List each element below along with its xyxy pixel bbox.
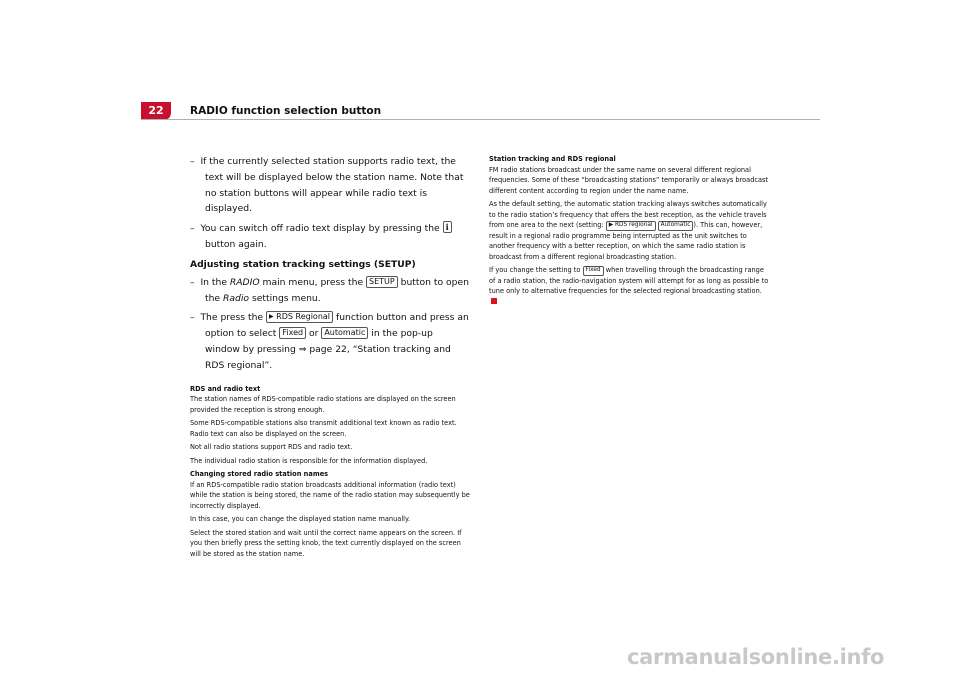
list-item: – If the currently selected station supports radio text, the text will be displayed below the station name. Note that no station buttons will appear while radio text is displayed. <box>190 156 464 215</box>
setup-key: SETUP <box>366 276 398 288</box>
subheading-rds: RDS and radio text <box>190 384 261 393</box>
fixed-key: Fixed <box>279 327 306 339</box>
play-arrow-icon: ▶ <box>269 313 274 321</box>
info-key: i <box>443 221 452 233</box>
end-of-section-mark <box>491 298 497 304</box>
paragraph: Select the stored station and wait until the correct name appears on the screen. If you then briefly press the setting knob, the text currently displayed on the screen will be stored as the station name. <box>190 528 462 558</box>
watermark-logo: carmanualsonline.info <box>627 645 885 669</box>
page-number: 22 <box>148 104 164 117</box>
play-arrow-icon: ▶ <box>608 222 614 228</box>
paragraph: The station names of RDS-compatible radio stations are displayed on the screen provided the reception is strong enough. <box>190 395 456 414</box>
subheading-station-names: Changing stored radio station names <box>190 470 329 479</box>
paragraph: Some RDS-compatible stations also transmit additional text known as radio text. Radio text can also be displayed on the screen. <box>190 419 457 438</box>
automatic-key: Automatic <box>321 327 368 339</box>
list-item: – In the RADIO main menu, press the SETUP button to open the Radio settings menu. <box>190 276 469 304</box>
page-number-tab <box>141 102 171 120</box>
paragraph: FM radio stations broadcast under the same name on several different regional frequencies. Some of these “broadcasting stations” temporarily or always broadcast different content according to region under the name name. <box>489 165 769 195</box>
right-column <box>489 154 769 310</box>
subheading-station-tracking: Station tracking and RDS regional <box>489 155 616 163</box>
paragraph: Not all radio stations support RDS and radio text. <box>190 443 353 452</box>
automatic-key: Automatic <box>658 221 694 231</box>
paragraph: In this case, you can change the displayed station name manually. <box>190 515 411 524</box>
page-title: RADIO function selection button <box>190 105 382 117</box>
left-column <box>190 154 470 562</box>
list-item: – You can switch off radio text display by pressing the i button again. <box>190 221 470 253</box>
paragraph: If you change the setting to Fixed when travelling through the broadcasting range of a radio station, the radio-navigation system will attempt for as long as possible to tune only to alternative frequencies for the selected regional broadcasting station. <box>489 265 769 307</box>
fixed-key: Fixed <box>583 266 604 276</box>
list-item: – The press the ▶ RDS Regional function button and press an option to select Fixed or Automatic in the pop-up window by pressing ⇒ page 22, “Station tracking and RDS regional”. <box>190 312 469 371</box>
rds-regional-key: ▶ RDS Regional <box>266 311 333 323</box>
paragraph: The individual radio station is responsible for the information displayed. <box>190 456 428 465</box>
header-divider <box>141 119 820 120</box>
paragraph: If an RDS-compatible radio station broadcasts additional information (radio text) while the station is being stored, the name of the radio station may subsequently be incorrectly displayed. <box>190 480 470 510</box>
rds-regional-key: ▶ RDS regional <box>606 221 656 231</box>
paragraph: As the default setting, the automatic station tracking always switches automatically to the radio station’s frequency that offers the best reception, as the vehicle travels from one area to the next (setting: ▶ RDS regional Automatic ). This can, however, result in a regional radio programme being interrupted as the unit switches to another frequency with a better reception, on which the same radio station is broadcast from a different regional broadcasting station. <box>489 200 767 261</box>
section-heading: Adjusting station tracking settings (SETUP) <box>190 258 416 270</box>
